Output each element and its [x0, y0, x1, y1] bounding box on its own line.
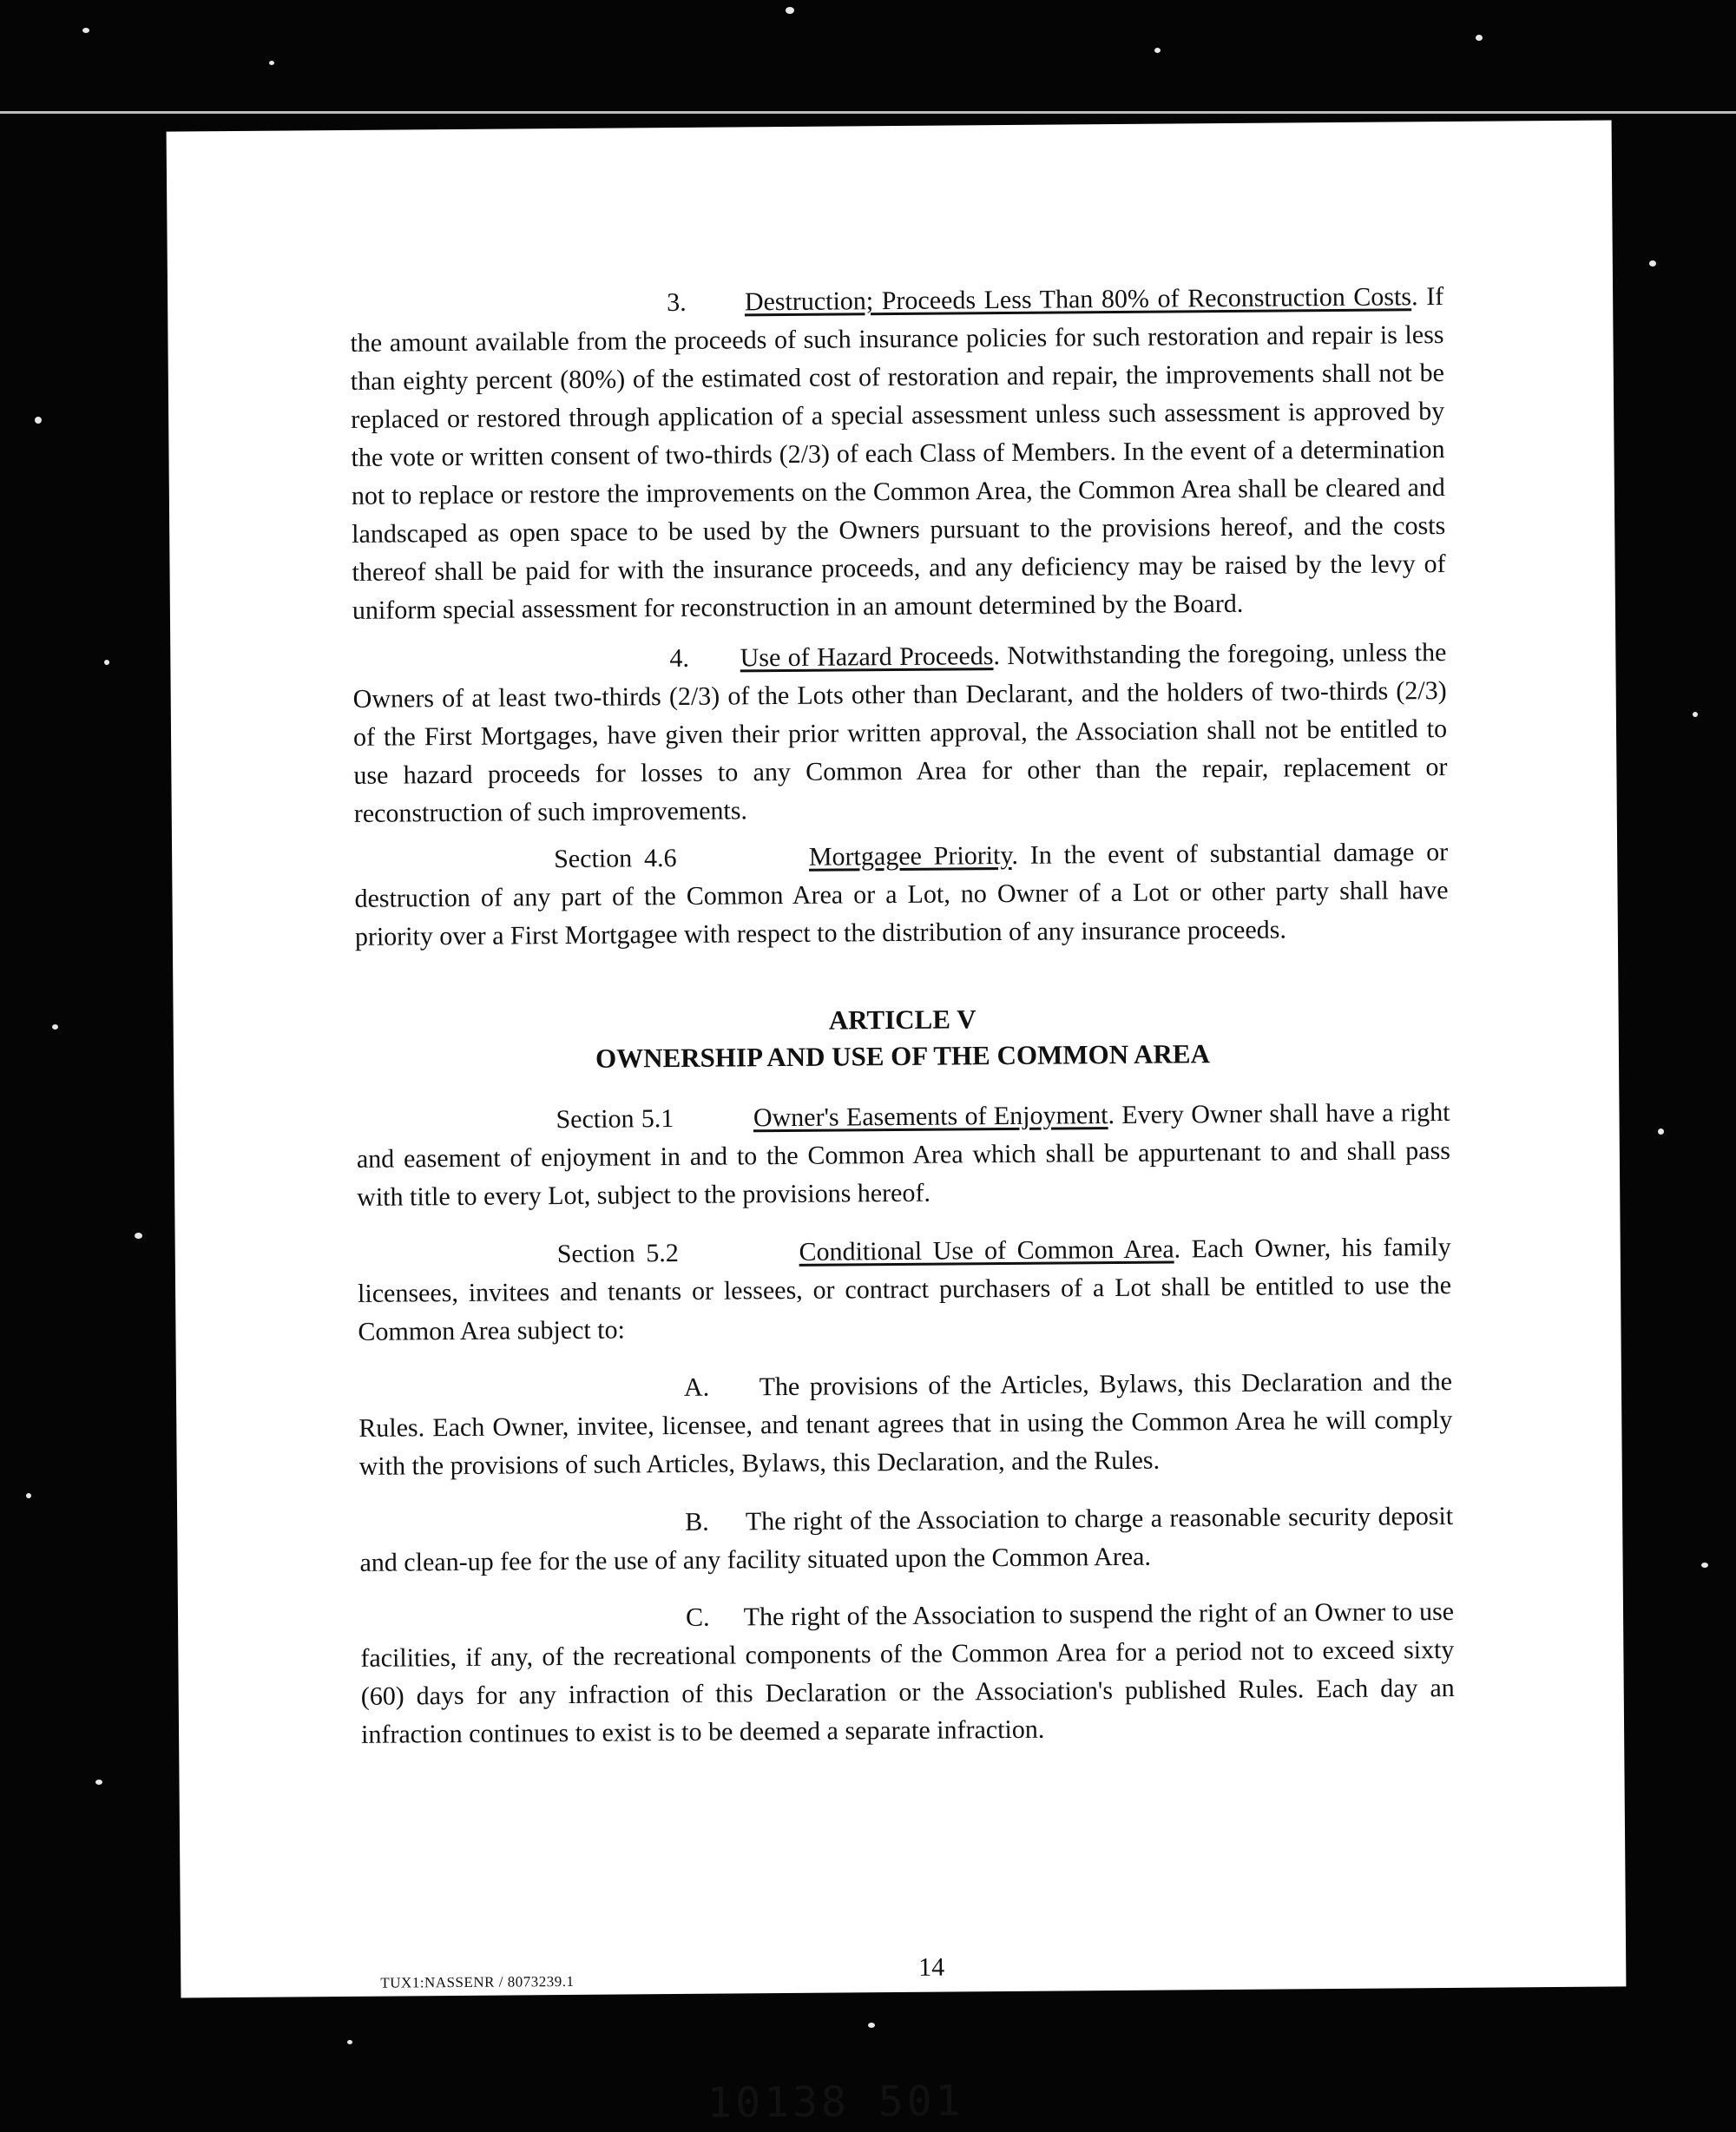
speckle — [35, 417, 42, 424]
section-label: Section 5.1 — [556, 1104, 674, 1135]
section-text: . Each Owner, his family licensees, invitees and tenants or lessees, or contract purchasers of a Lot shall be entitled to use the Common Area subject to: — [357, 1232, 1452, 1346]
section-label: Section 4.6 — [554, 843, 677, 874]
paragraph-destruction — [350, 278, 1446, 630]
speckle — [1701, 1563, 1708, 1568]
page-number: 14 — [918, 1952, 945, 1982]
document-id: TUX1:NASSENR / 8073239.1 — [380, 1972, 575, 1991]
section-heading: Mortgagee Priority — [808, 840, 1012, 872]
subsection-label: A. — [683, 1372, 710, 1402]
section-label: Section 5.2 — [556, 1238, 679, 1269]
speckle — [26, 1493, 31, 1498]
subsection-b — [359, 1497, 1454, 1583]
speckle — [95, 1780, 102, 1785]
subsection-text: The right of the Association to charge a reasonable security deposit and clean-up fee for the use of any facility situated upon the Common Area. — [359, 1501, 1454, 1577]
speckle — [104, 660, 109, 665]
section-text: . Every Owner shall have a right and easement of enjoyment in and to the Common Area which shall be appurtenant to and shall pass with title to every Lot, subject to the provisions hereof. — [356, 1097, 1450, 1212]
paragraph-heading: Destruction; Proceeds Less Than 80% of Reconstruction Costs — [744, 282, 1412, 317]
article-title: ARTICLE V — [828, 1003, 976, 1036]
paragraph-text: . Notwithstanding the foregoing, unless the Owners of at least two-thirds (2/3) of the Lots other than Declarant, and the holders of two-thirds (2/3) of the First Mortgages, have given their prior written approval, the Association shall not be entitled to use hazard proceeds for losses to any Common Area for other than the repair, replacement or reconstruction of such improvements. — [352, 638, 1448, 828]
speckle — [786, 7, 794, 14]
speckle — [52, 1024, 58, 1030]
section-text: . In the event of substantial damage or destruction of any part of the Common Area or a Lot, no Owner of a Lot or other party shall have priority over a First Mortgagee with respect to the distribution of any insurance proceeds. — [354, 838, 1449, 951]
paragraph-hazard-proceeds — [352, 634, 1448, 833]
subsection-c — [360, 1593, 1455, 1754]
speckle — [868, 2023, 875, 2028]
document-page — [167, 120, 1627, 2128]
scan-edge-line — [0, 111, 1736, 114]
subsection-label: C. — [685, 1602, 710, 1632]
section-5-2 — [358, 1228, 1452, 1352]
subsection-a — [358, 1363, 1453, 1486]
speckle — [1649, 260, 1656, 266]
speckle — [82, 28, 89, 33]
paragraph-text: . If the amount available from the proceeds of such insurance policies for such restoration and repair is less than eighty percent (80%) of the estimated cost of restoration and repair, the improvements shall not be replaced or restored through application of a special assessment unless such assessment is approved by the vote or written consent of two-thirds (2/3) of each Class of Members. In the event of a determination not to replace or restore the improvements on the Common Area, the Common Area shall be cleared and landscaped as open space to be used by the Owners pursuant to the provisions hereof, and the costs thereof shall be paid for with the insurance proceeds, and any deficiency may be raised by the levy of uniform special assessment for reconstruction in an amount determined by the Board. — [350, 282, 1446, 625]
subsection-label: B. — [685, 1507, 709, 1536]
recording-stamp: 10138 501 — [707, 2076, 964, 2128]
speckle — [1658, 1129, 1664, 1135]
speckle — [1693, 712, 1698, 717]
speckle — [1476, 35, 1483, 41]
paragraph-heading: Use of Hazard Proceeds — [740, 642, 994, 673]
speckle — [135, 1233, 142, 1239]
section-4-6 — [354, 833, 1449, 957]
article-subtitle: OWNERSHIP AND USE OF THE COMMON AREA — [595, 1038, 1211, 1074]
item-number: 4. — [669, 643, 689, 674]
subsection-text: The right of the Association to suspend the right of an Owner to use facilities, if any, of the recreational components of the Common Area for a period not to exceed sixty (60) days for any infraction of this Declaration or the Association's published Rules. Each day an infraction continues to exist is to be deemed a separate infraction. — [360, 1596, 1455, 1749]
speckle — [1154, 48, 1161, 53]
item-number: 3. — [667, 287, 687, 318]
speckle — [269, 61, 274, 65]
subsection-text: The provisions of the Articles, Bylaws, this Declaration and the Rules. Each Owner, invitee, licensee, and tenant agrees that in using the Common Area he will comply with the provisions of such Articles, Bylaws, this Declaration, and the Rules. — [358, 1366, 1453, 1481]
section-heading: Owner's Easements of Enjoyment — [753, 1101, 1108, 1133]
speckle — [347, 2040, 352, 2044]
section-heading: Conditional Use of Common Area — [799, 1234, 1174, 1267]
section-5-1 — [356, 1094, 1450, 1217]
